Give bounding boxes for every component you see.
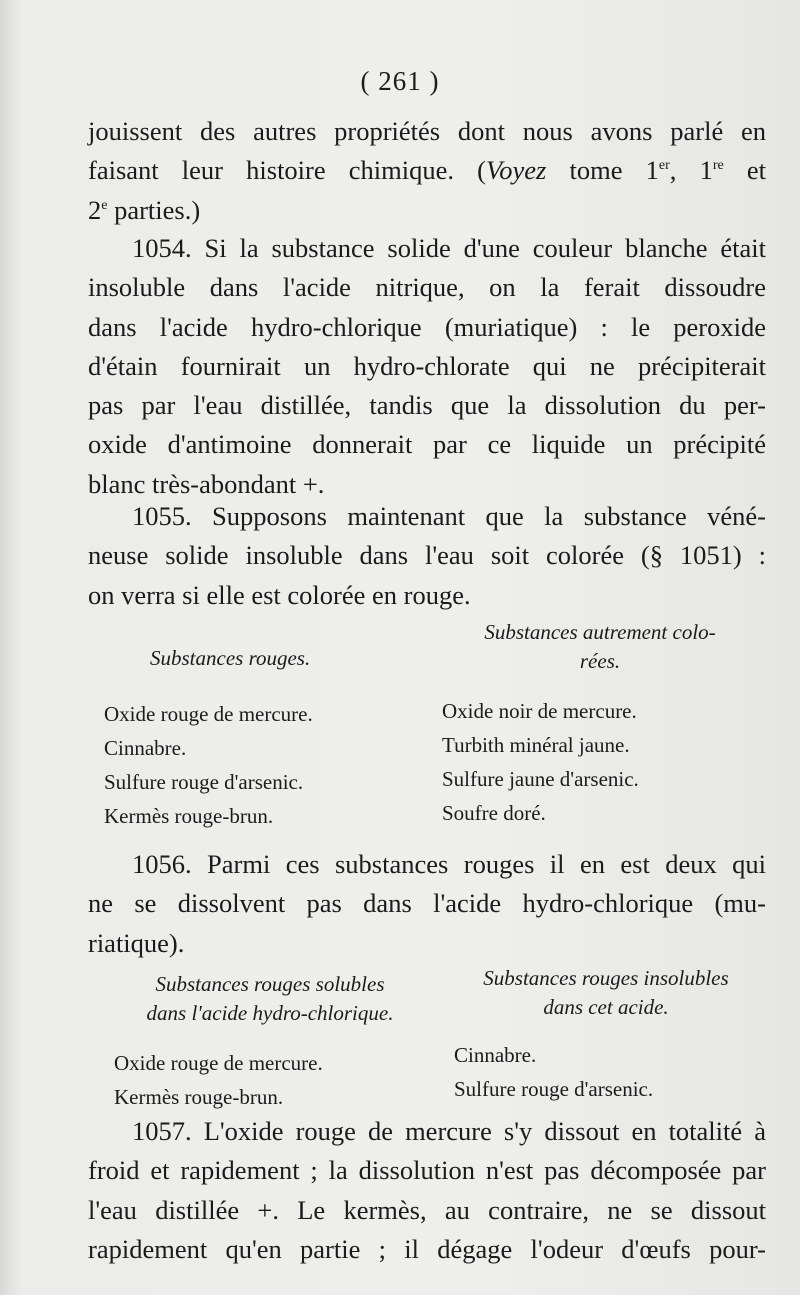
table-cell: Kermès rouge-brun.: [114, 1085, 284, 1109]
table2-left-heading: [110, 970, 430, 1028]
text-line: froid et rapidement ; la dissolution n'est pas décomposée par: [88, 1155, 766, 1186]
paragraph-1057: [88, 1112, 766, 1269]
table-cell: Cinnabre.: [454, 1043, 537, 1067]
text-line: 2e parties.): [88, 194, 201, 225]
paragraph-1056: [88, 845, 766, 963]
table1-left-column: [104, 697, 313, 833]
table-cell: Oxide rouge de mercure.: [114, 1051, 323, 1075]
paragraph-1054: [88, 229, 766, 504]
text-line: insoluble dans l'acide nitrique, on la ferait dissoudre: [88, 272, 766, 303]
table1-right-heading: [442, 618, 758, 676]
table1-left-heading: Substances rouges.: [150, 646, 311, 670]
table-cell: Oxide rouge de mercure.: [104, 702, 313, 726]
table-cell: Cinnabre.: [104, 736, 187, 760]
paragraph-1055: [88, 497, 766, 615]
table2-right-heading: [448, 964, 764, 1022]
table2-right-column: [454, 1038, 653, 1106]
text-line: blanc très-abondant +.: [88, 468, 325, 499]
heading-line: Substances rouges solubles: [155, 972, 385, 996]
text-line: pas par l'eau distillée, tandis que la dissolution du per-: [88, 390, 766, 421]
superscript: re: [712, 158, 724, 174]
table-cell: Kermès rouge-brun.: [104, 804, 274, 828]
table-cell: Sulfure rouge d'arsenic.: [454, 1077, 654, 1101]
heading-line: Substances rouges insolubles: [483, 966, 729, 990]
text-line: jouissent des autres propriétés dont nous avons parlé en: [88, 116, 766, 146]
text-line: l'eau distillée +. Le kermès, au contraire, ne se dissout: [88, 1194, 766, 1225]
heading-line: rées.: [579, 649, 621, 673]
heading-line: dans cet acide.: [543, 995, 669, 1019]
paragraph-intro: [88, 112, 766, 230]
text-line: rapidement qu'en partie ; il dégage l'odeur d'œufs pour-: [88, 1233, 766, 1264]
text-line: neuse solide insoluble dans l'eau soit colorée (§ 1051) :: [88, 540, 766, 571]
text-line: oxide d'antimoine donnerait par ce liquide un précipité: [88, 429, 766, 460]
text-line: 1055. Supposons maintenant que la substance véné-: [132, 501, 766, 531]
text-line: 1054. Si la substance solide d'une couleur blanche était: [132, 233, 766, 263]
heading-line: dans l'acide hydro-chlorique.: [146, 1001, 394, 1025]
text-line: riatique).: [88, 927, 185, 958]
table-cell: Oxide noir de mercure.: [442, 699, 637, 723]
superscript: e: [101, 197, 108, 213]
text-line: 1056. Parmi ces substances rouges il en est deux qui: [132, 849, 766, 879]
table1-right-column: [442, 694, 639, 830]
superscript: er: [658, 158, 670, 174]
table-cell: Turbith minéral jaune.: [442, 733, 630, 757]
text-line: d'étain fournirait un hydro-chlorate qui ne précipiterait: [88, 350, 766, 381]
table-cell: Soufre doré.: [442, 801, 546, 825]
text-line: on verra si elle est colorée en rouge.: [88, 579, 471, 610]
table-cell: Sulfure jaune d'arsenic.: [442, 767, 639, 791]
text-line: dans l'acide hydro-chlorique (muriatique) : le peroxide: [88, 311, 766, 342]
heading-line: Substances autrement colo-: [484, 620, 716, 644]
text-line: faisant leur histoire chimique. (Voyez tome 1er, 1re et: [88, 155, 766, 186]
table2-left-column: [114, 1046, 323, 1114]
text-line: ne se dissolvent pas dans l'acide hydro-chlorique (mu-: [88, 888, 766, 919]
page-number: ( 261 ): [360, 66, 440, 96]
text-line: 1057. L'oxide rouge de mercure s'y dissout en totalité à: [132, 1116, 766, 1146]
table-cell: Sulfure rouge d'arsenic.: [104, 770, 304, 794]
italic-word: Voyez: [486, 155, 547, 186]
